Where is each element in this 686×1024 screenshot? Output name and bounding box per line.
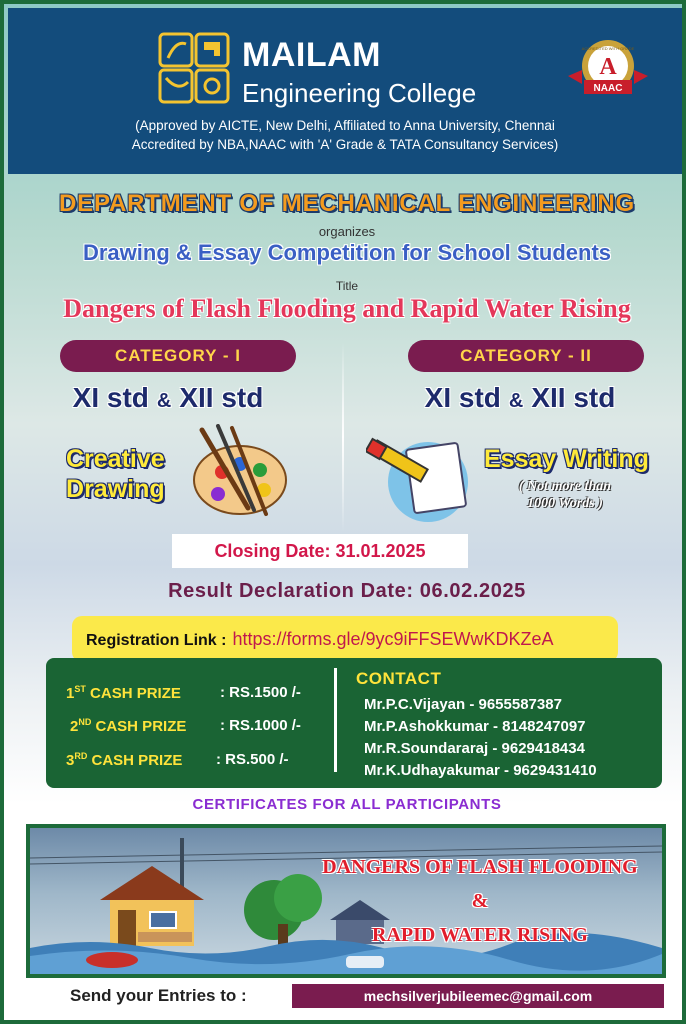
prize-2-amount: : RS.1000 /-: [220, 717, 301, 734]
college-header: [8, 8, 682, 174]
banner-line-1: DANGERS OF FLASH FLOODING: [322, 856, 638, 878]
essay-writing-icon: [366, 432, 478, 524]
college-subtitle: Engineering College: [242, 78, 477, 108]
essay-writing-text: Essay Writing: [484, 445, 649, 473]
naac-badge: [568, 38, 648, 98]
department-heading: DEPARTMENT OF MECHANICAL ENGINEERING: [59, 190, 635, 217]
category-2-amp: &: [508, 390, 524, 412]
contact-heading: CONTACT: [356, 669, 442, 688]
submission-email[interactable]: mechsilverjubileemec@gmail.com: [292, 984, 664, 1008]
naac-grade: A: [599, 54, 617, 80]
naac-label: NAAC: [593, 83, 623, 94]
college-logo-icon: [158, 32, 230, 104]
result-date: Result Declaration Date: 06.02.2025: [168, 580, 526, 602]
registration-label: Registration Link :: [86, 632, 227, 649]
paint-palette-icon: [188, 424, 290, 520]
category-1-std-a: XI std: [72, 382, 149, 413]
word-limit-line-2: 1000 Words ): [527, 496, 603, 511]
panel-separator: [334, 668, 337, 772]
closing-date: Closing Date: 31.01.2025: [172, 534, 468, 568]
prize-3-amount: : RS.500 /-: [216, 751, 289, 768]
category-2-pill: CATEGORY - II: [408, 340, 644, 372]
registration-box: [72, 616, 618, 662]
category-2-standards: [380, 382, 660, 414]
creative-text: Creative: [66, 445, 165, 473]
banner-ampersand: &: [471, 890, 489, 912]
banner-line-2: RAPID WATER RISING: [372, 924, 588, 946]
contact-person-2: Mr.P.Ashokkumar - 8148247097: [364, 718, 586, 735]
category-2-std-a: XI std: [424, 382, 501, 413]
college-name: MAILAM: [242, 36, 381, 74]
drawing-text: Drawing: [66, 475, 165, 503]
category-1-amp: &: [156, 390, 172, 412]
flood-banner: [26, 824, 666, 978]
category-1-standards: [28, 382, 308, 414]
send-entries-label: Send your Entries to :: [70, 986, 247, 1005]
contact-person-3: Mr.R.Soundararaj - 9629418434: [364, 740, 585, 757]
prize-1-amount: : RS.1500 /-: [220, 684, 301, 701]
contact-person-4: Mr.K.Udhayakumar - 9629431410: [364, 762, 597, 779]
registration-link[interactable]: https://forms.gle/9yc9iFFSEWwKDKZeA: [232, 629, 554, 649]
prize-3-label: 3RD CASH PRIZE: [66, 751, 183, 769]
prize-2-label: 2ND CASH PRIZE: [70, 717, 187, 735]
contact-person-1: Mr.P.C.Vijayan - 9655587387: [364, 696, 562, 713]
certificates-note: CERTIFICATES FOR ALL PARTICIPANTS: [192, 796, 502, 813]
title-label: Title: [335, 279, 359, 293]
essay-word-limit: [490, 478, 640, 512]
organizes-text: organizes: [318, 224, 376, 239]
naac-ring-text: ACCREDITED WITH GRADE: [581, 46, 635, 51]
prize-1-label: 1ST CASH PRIZE: [66, 684, 181, 702]
event-title: Dangers of Flash Flooding and Rapid Water Rising: [63, 294, 631, 323]
competition-heading: Drawing & Essay Competition for School Students: [82, 240, 612, 265]
word-limit-line-1: ( Not more than: [518, 479, 612, 494]
category-1-pill: CATEGORY - I: [60, 340, 296, 372]
category-1-std-b: XII std: [179, 382, 264, 413]
category-divider: [342, 342, 344, 532]
category-1-activity: [66, 444, 165, 504]
approval-line-2: Accredited by NBA,NAAC with 'A' Grade & TATA Consultancy Services): [131, 137, 559, 152]
category-2-std-b: XII std: [531, 382, 616, 413]
approval-line-1: (Approved by AICTE, New Delhi, Affiliated to Anna University, Chennai: [135, 118, 555, 133]
